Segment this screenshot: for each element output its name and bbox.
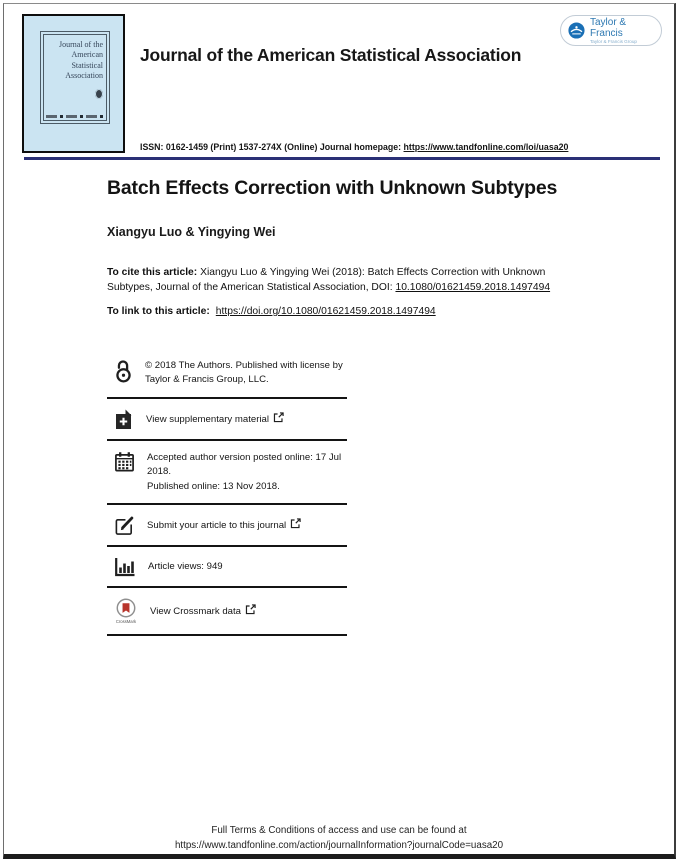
taylor-francis-globe-icon [568, 21, 585, 40]
article-title: Batch Effects Correction with Unknown Subtypes [107, 177, 558, 199]
terms-footer-line1: Full Terms & Conditions of access and use can be found at [211, 825, 467, 836]
journal-heading: Journal of the American Statistical Association [140, 45, 522, 65]
journal-cover-title-box [40, 31, 110, 124]
crossmark-icon [116, 598, 136, 618]
supplementary-material-link[interactable] [107, 399, 347, 441]
cover-issue-line [46, 115, 104, 118]
crossmark-caption: CrossMark [115, 618, 137, 624]
link-label: To link to this article: [107, 306, 210, 317]
external-link-icon [273, 412, 284, 423]
issn-text: ISSN: 0162-1459 (Print) 1537-274X (Online) Journal homepage: [140, 142, 404, 152]
accepted-date-text: Accepted author version posted online: 17 Jul 2018. [147, 451, 342, 478]
publication-dates-text [147, 451, 343, 494]
taylor-francis-name: Taylor & Francis [589, 17, 627, 39]
article-views-icon [114, 557, 136, 577]
crossmark-link[interactable] [107, 588, 347, 636]
article-authors: Xiangyu Luo & Yingying Wei [107, 225, 276, 239]
open-access-icon [114, 359, 133, 384]
terms-footer [4, 823, 674, 853]
article-info-card [107, 349, 347, 636]
license-row [107, 349, 347, 399]
crossmark-logo [114, 598, 138, 625]
issn-line [140, 142, 568, 152]
cover-title-line: Association [65, 71, 103, 81]
taylor-francis-tagline: Taylor & Francis Group [589, 39, 637, 44]
cover-title-line: Journal of the [59, 40, 103, 49]
doi-link[interactable]: https://doi.org/10.1080/01621459.2018.1497494 [215, 306, 436, 317]
publication-dates-row [107, 441, 347, 505]
cite-label: To cite this article: [107, 267, 198, 278]
article-views-text: Article views: 949 [148, 560, 223, 572]
article-views-row [107, 547, 347, 588]
journal-cover-thumbnail [22, 14, 125, 153]
calendar-icon [114, 451, 135, 473]
taylor-francis-logo [560, 15, 662, 46]
cover-title-line: Statistical [71, 60, 103, 70]
supplementary-material-icon [114, 409, 134, 430]
citation-paragraph [107, 265, 587, 296]
cite-doi-link[interactable]: 10.1080/01621459.2018.1497494 [395, 282, 551, 294]
published-date-text: Published online: 13 Nov 2018. [147, 480, 280, 492]
asa-seal-icon [95, 89, 103, 99]
external-link-icon [290, 518, 301, 529]
cover-title-line: American [71, 50, 103, 60]
crossmark-text: View Crossmark data [150, 605, 241, 617]
page [3, 3, 676, 859]
header-divider [24, 157, 660, 160]
crossmark-label [150, 604, 343, 619]
cite-text: Xiangyu Luo & Yingying Wei (2018): Batch Effects Correction with Unknown Subtypes, Journal of the American Statistical Association, DOI: [107, 267, 546, 294]
submit-article-text: Submit your article to this journal [147, 519, 287, 531]
external-link-icon [245, 604, 256, 615]
submit-icon [114, 515, 135, 536]
supplementary-material-label [146, 412, 343, 427]
submit-article-label [147, 518, 343, 533]
license-text: © 2018 The Authors. Published with license by Taylor & Francis Group, LLC. [145, 360, 343, 386]
submit-article-link[interactable] [107, 505, 347, 547]
article-link-line [107, 306, 436, 317]
journal-homepage-link[interactable]: https://www.tandfonline.com/loi/uasa20 [403, 142, 569, 152]
terms-footer-link[interactable]: https://www.tandfonline.com/action/journalInformation?journalCode=uasa20 [174, 840, 504, 852]
supplementary-material-text: View supplementary material [146, 413, 269, 425]
